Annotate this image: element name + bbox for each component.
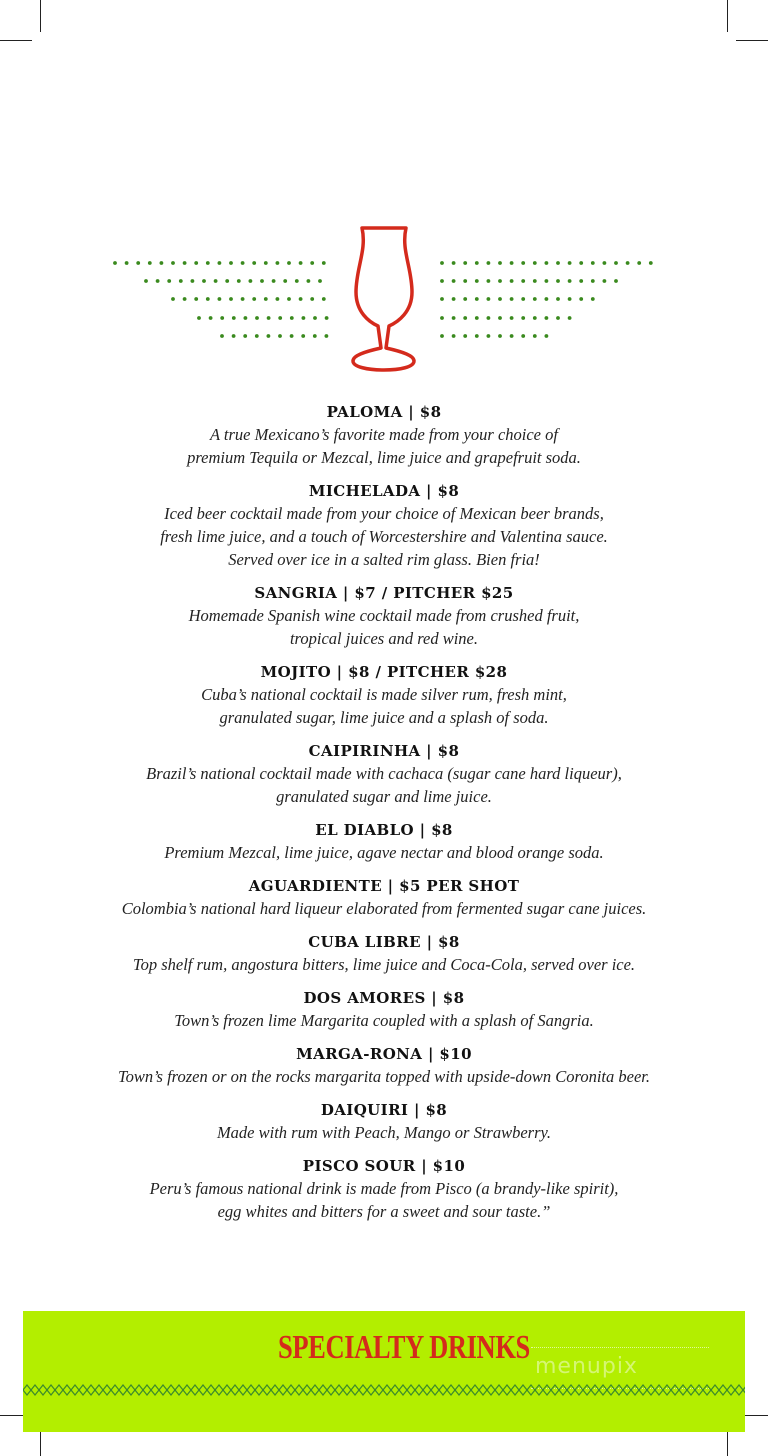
wing-dot: [276, 261, 280, 265]
wing-dot: [649, 261, 653, 265]
wing-dot: [325, 316, 329, 320]
menu-item: [0, 931, 768, 976]
wing-dot: [568, 316, 572, 320]
wing-dot: [144, 279, 148, 283]
wing-dot: [318, 279, 322, 283]
menu-item-title: MICHELADA | $8: [308, 482, 460, 500]
wing-dot: [194, 261, 198, 265]
wing-dot: [302, 316, 306, 320]
wing-dot: [521, 261, 525, 265]
wing-dot: [475, 316, 479, 320]
wing-dot: [267, 316, 271, 320]
wing-dot: [206, 297, 210, 301]
wing-dot: [463, 279, 467, 283]
wing-dot: [533, 279, 537, 283]
wing-dot: [264, 297, 268, 301]
wing-dot: [191, 279, 195, 283]
wing-dot: [475, 261, 479, 265]
section-banner: [23, 1311, 745, 1432]
wing-dot: [229, 261, 233, 265]
wing-dot: [171, 297, 175, 301]
menu-item: [0, 740, 768, 808]
menu-item-description: Town’s frozen lime Margarita coupled with a splash of Sangria.: [174, 1011, 594, 1030]
wing-dot: [498, 316, 502, 320]
wing-dot: [244, 316, 248, 320]
wing-dot: [299, 261, 303, 265]
wing-dot: [463, 297, 467, 301]
wing-dot: [243, 334, 247, 338]
glass-icon: [353, 228, 414, 370]
wing-dot: [241, 297, 245, 301]
wing-dot: [487, 297, 491, 301]
wing-dot: [276, 297, 280, 301]
dot-wing-right: [440, 261, 653, 338]
wing-dot: [171, 261, 175, 265]
wing-dot: [440, 297, 444, 301]
wing-dot: [510, 261, 514, 265]
wing-dot: [322, 297, 326, 301]
wing-dot: [197, 316, 201, 320]
wing-dot: [287, 261, 291, 265]
wing-dot: [487, 316, 491, 320]
wing-dot: [591, 261, 595, 265]
wing-dot: [241, 261, 245, 265]
menu-item-title: MARGA-RONA | $10: [296, 1045, 472, 1063]
wing-dot: [533, 316, 537, 320]
wing-dot: [148, 261, 152, 265]
wing-dot: [202, 279, 206, 283]
wing-dot: [510, 316, 514, 320]
wing-dot: [313, 334, 317, 338]
menu-item-description: Top shelf rum, angostura bitters, lime juice and Coca-Cola, served over ice.: [132, 955, 636, 974]
wing-dot: [475, 334, 479, 338]
wing-dot: [290, 334, 294, 338]
wing-dot: [313, 316, 317, 320]
wing-dot: [183, 297, 187, 301]
wing-dot: [579, 279, 583, 283]
wing-dot: [440, 334, 444, 338]
wing-dot: [214, 279, 218, 283]
wing-dot: [452, 334, 456, 338]
wing-dot: [463, 316, 467, 320]
wing-dot: [167, 279, 171, 283]
wing-dot: [278, 334, 282, 338]
wing-dot: [533, 334, 537, 338]
menu-item-title: SANGRIA | $7 / PITCHER $25: [254, 584, 514, 602]
wing-dot: [556, 279, 560, 283]
menu-item-title: DAIQUIRI | $8: [320, 1101, 448, 1119]
menu-item: [0, 480, 768, 571]
wing-dot: [249, 279, 253, 283]
wing-dot: [283, 279, 287, 283]
wing-dot: [545, 316, 549, 320]
wing-dot: [301, 334, 305, 338]
wing-dot: [252, 261, 256, 265]
wing-dot: [440, 316, 444, 320]
banner-title: SPECIALTY DRINKS: [278, 1329, 530, 1366]
wing-dot: [452, 297, 456, 301]
wing-dot: [218, 297, 222, 301]
menu-item-title: AGUARDIENTE | $5 PER SHOT: [248, 877, 520, 895]
wing-dot: [136, 261, 140, 265]
menu-item-description: Cuba’s national cocktail is made silver rum, fresh mint, granulated sugar, lime juice and a splash of soda.: [201, 685, 567, 727]
wing-dot: [487, 334, 491, 338]
wing-dot: [603, 279, 607, 283]
menu-item: [0, 875, 768, 920]
wing-dot: [440, 261, 444, 265]
wing-dot: [452, 316, 456, 320]
wing-dot: [614, 279, 618, 283]
wing-dot: [452, 261, 456, 265]
menu-item-description: Brazil’s national cocktail made with cachaca (sugar cane hard liqueur), granulated sugar and lime juice.: [146, 764, 622, 806]
watermark: menupix: [535, 1354, 638, 1379]
menu-item-description: Iced beer cocktail made from your choice of Mexican beer brands, fresh lime juice, and a touch of Worcestershire and Valentina sauce. Served over ice in a salted rim glass. Bien fria!: [160, 504, 608, 569]
wing-dot: [267, 334, 271, 338]
wing-dot: [278, 316, 282, 320]
wing-dot: [510, 297, 514, 301]
wing-dot: [637, 261, 641, 265]
wing-dot: [556, 261, 560, 265]
menu-item-description: Colombia’s national hard liqueur elaborated from fermented sugar cane juices.: [121, 899, 647, 918]
menu-item: [0, 1043, 768, 1088]
wing-dot: [498, 334, 502, 338]
wing-dot: [160, 261, 164, 265]
wing-dot: [568, 297, 572, 301]
wing-dot: [521, 297, 525, 301]
menu-item: [0, 1099, 768, 1144]
menu-item-title: EL DIABLO | $8: [315, 821, 453, 839]
menu-item-description: Premium Mezcal, lime juice, agave nectar and blood orange soda.: [164, 843, 604, 862]
menu-item-title: CAIPIRINHA | $8: [308, 742, 460, 760]
wing-dot: [556, 316, 560, 320]
wing-dot: [290, 316, 294, 320]
menu-item-description: A true Mexicano’s favorite made from your choice of premium Tequila or Mezcal, lime juice and grapefruit soda.: [187, 425, 581, 467]
wing-dot: [255, 334, 259, 338]
wing-dot: [498, 261, 502, 265]
wing-dot: [307, 279, 311, 283]
menu-item: [0, 401, 768, 469]
wing-dot: [220, 334, 224, 338]
wing-dot: [272, 279, 276, 283]
wing-dot: [232, 334, 236, 338]
wing-dot: [179, 279, 183, 283]
wing-dot: [545, 297, 549, 301]
menu-item: [0, 987, 768, 1032]
wing-dot: [156, 279, 160, 283]
menu-item: [0, 661, 768, 729]
wing-dot: [237, 279, 241, 283]
wing-dot: [440, 279, 444, 283]
wing-dot: [591, 297, 595, 301]
wing-dot: [556, 297, 560, 301]
wing-dot: [264, 261, 268, 265]
wing-dot: [579, 261, 583, 265]
menu-item-description: Town’s frozen or on the rocks margarita topped with upside-down Coronita beer.: [118, 1067, 650, 1086]
wing-dot: [325, 334, 329, 338]
wing-dot: [463, 261, 467, 265]
wing-dot: [310, 297, 314, 301]
wing-dot: [510, 334, 514, 338]
wing-dot: [209, 316, 213, 320]
menu-item-description: Peru’s famous national drink is made from Pisco (a brandy-like spirit), egg whites and bitters for a sweet and sour taste.”: [149, 1179, 619, 1221]
zigzag-border: [23, 1383, 745, 1397]
menu-item-description: Made with rum with Peach, Mango or Strawberry.: [216, 1123, 552, 1142]
wing-dot: [533, 297, 537, 301]
wing-dot: [206, 261, 210, 265]
wing-dot: [591, 279, 595, 283]
wing-dot: [252, 297, 256, 301]
wing-dot: [183, 261, 187, 265]
wing-dot: [475, 279, 479, 283]
wing-dot: [310, 261, 314, 265]
emblem: [0, 0, 768, 400]
menu-item: [0, 819, 768, 864]
wing-dot: [232, 316, 236, 320]
wing-dot: [287, 297, 291, 301]
menu-item: [0, 582, 768, 650]
menu-item-description: Homemade Spanish wine cocktail made from crushed fruit, tropical juices and red wine.: [188, 606, 580, 648]
dot-wing-left: [113, 261, 328, 338]
wing-dot: [568, 279, 572, 283]
wing-dot: [299, 297, 303, 301]
wing-dot: [521, 279, 525, 283]
wing-dot: [260, 279, 264, 283]
wing-dot: [498, 279, 502, 283]
drinks-menu: [0, 401, 768, 1234]
wing-dot: [521, 316, 525, 320]
wing-dot: [218, 261, 222, 265]
wing-dot: [510, 279, 514, 283]
wing-dot: [487, 261, 491, 265]
wing-dot: [194, 297, 198, 301]
wing-dot: [255, 316, 259, 320]
wing-dot: [322, 261, 326, 265]
wing-dot: [545, 334, 549, 338]
wing-dot: [626, 261, 630, 265]
wing-dot: [533, 261, 537, 265]
menu-item-title: DOS AMORES | $8: [303, 989, 465, 1007]
wing-dot: [568, 261, 572, 265]
wing-dot: [521, 334, 525, 338]
menu-item-title: MOJITO | $8 / PITCHER $28: [260, 663, 508, 681]
wing-dot: [229, 297, 233, 301]
wing-dot: [579, 297, 583, 301]
menu-item-title: PISCO SOUR | $10: [302, 1157, 466, 1175]
wing-dot: [545, 261, 549, 265]
wing-dot: [614, 261, 618, 265]
wing-dot: [475, 297, 479, 301]
wing-dot: [545, 279, 549, 283]
wing-dot: [225, 279, 229, 283]
menu-item: [0, 1155, 768, 1223]
wing-dot: [498, 297, 502, 301]
wing-dot: [603, 261, 607, 265]
wing-dot: [452, 279, 456, 283]
menu-item-title: CUBA LIBRE | $8: [308, 933, 460, 951]
wing-dot: [463, 334, 467, 338]
wing-dot: [113, 261, 117, 265]
wing-dot: [220, 316, 224, 320]
wing-dot: [487, 279, 491, 283]
wing-dot: [295, 279, 299, 283]
menu-item-title: PALOMA | $8: [326, 403, 442, 421]
wing-dot: [125, 261, 129, 265]
